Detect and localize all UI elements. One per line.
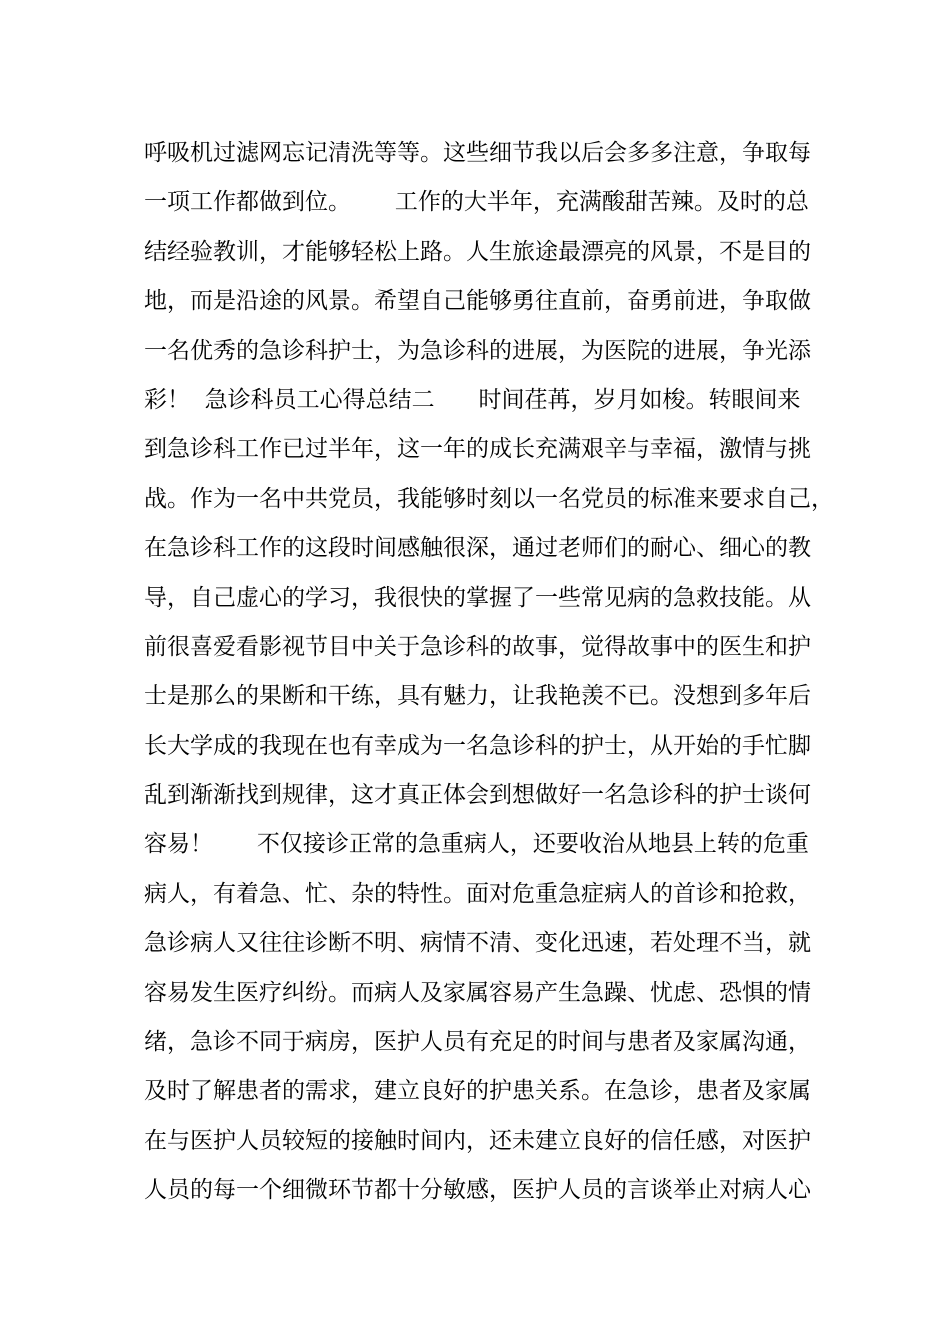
text-line: 在与医护人员较短的接触时间内，还未建立良好的信任感，对医护: [144, 1127, 811, 1154]
text-line: 前很喜爱看影视节目中关于急诊科的故事，觉得故事中的医生和护: [144, 633, 811, 660]
text-line: 到急诊科工作已过半年，这一年的成长充满艰辛与幸福，激情与挑: [144, 436, 811, 463]
text-line: 结经验教训，才能够轻松上路。人生旅途最漂亮的风景，不是目的: [144, 238, 811, 265]
text-line: 及时了解患者的需求，建立良好的护患关系。在急诊，患者及家属: [144, 1078, 811, 1105]
text-line: 容易！ 不仅接诊正常的急重病人，还要收治从地县上转的危重: [144, 831, 809, 858]
text-line: 地，而是沿途的风景。希望自己能够勇往直前，奋勇前进，争取做: [144, 288, 811, 315]
text-line: 病人，有着急、忙、杂的特性。面对危重急症病人的首诊和抢救，: [144, 880, 811, 907]
text-line: 急诊病人又往往诊断不明、病情不清、变化迅速，若处理不当，就: [144, 930, 811, 957]
text-line: 一项工作都做到位。 工作的大半年，充满酸甜苦辣。及时的总: [144, 189, 809, 216]
body-text: [144, 133, 834, 1220]
text-line: 导，自己虚心的学习，我很快的掌握了一些常见病的急救技能。从: [144, 584, 811, 611]
text-line: 一名优秀的急诊科护士，为急诊科的进展，为医院的进展，争光添: [144, 337, 811, 364]
text-line: 容易发生医疗纠纷。而病人及家属容易产生急躁、忧虑、恐惧的情: [144, 979, 811, 1006]
text-line: 长大学成的我现在也有幸成为一名急诊科的护士，从开始的手忙脚: [144, 732, 811, 759]
text-line: 人员的每一个细微环节都十分敏感，医护人员的言谈举止对病人心: [144, 1177, 811, 1204]
text-line: 战。作为一名中共党员，我能够时刻以一名党员的标准来要求自己，: [144, 485, 834, 512]
text-line: 绪，急诊不同于病房，医护人员有充足的时间与患者及家属沟通，: [144, 1029, 811, 1056]
text-line: 呼吸机过滤网忘记清洗等等。这些细节我以后会多多注意，争取每: [144, 140, 811, 166]
text-line: 彩！ 急诊科员工心得总结二 时间荏苒，岁月如梭。转眼间来: [144, 386, 801, 413]
text-line: 士是那么的果断和干练，具有魅力，让我艳羡不已。没想到多年后: [144, 683, 811, 710]
text-line: 在急诊科工作的这段时间感触很深，通过老师们的耐心、细心的教: [144, 535, 811, 562]
text-line: 乱到渐渐找到规律，这才真正体会到想做好一名急诊科的护士谈何: [144, 782, 811, 809]
